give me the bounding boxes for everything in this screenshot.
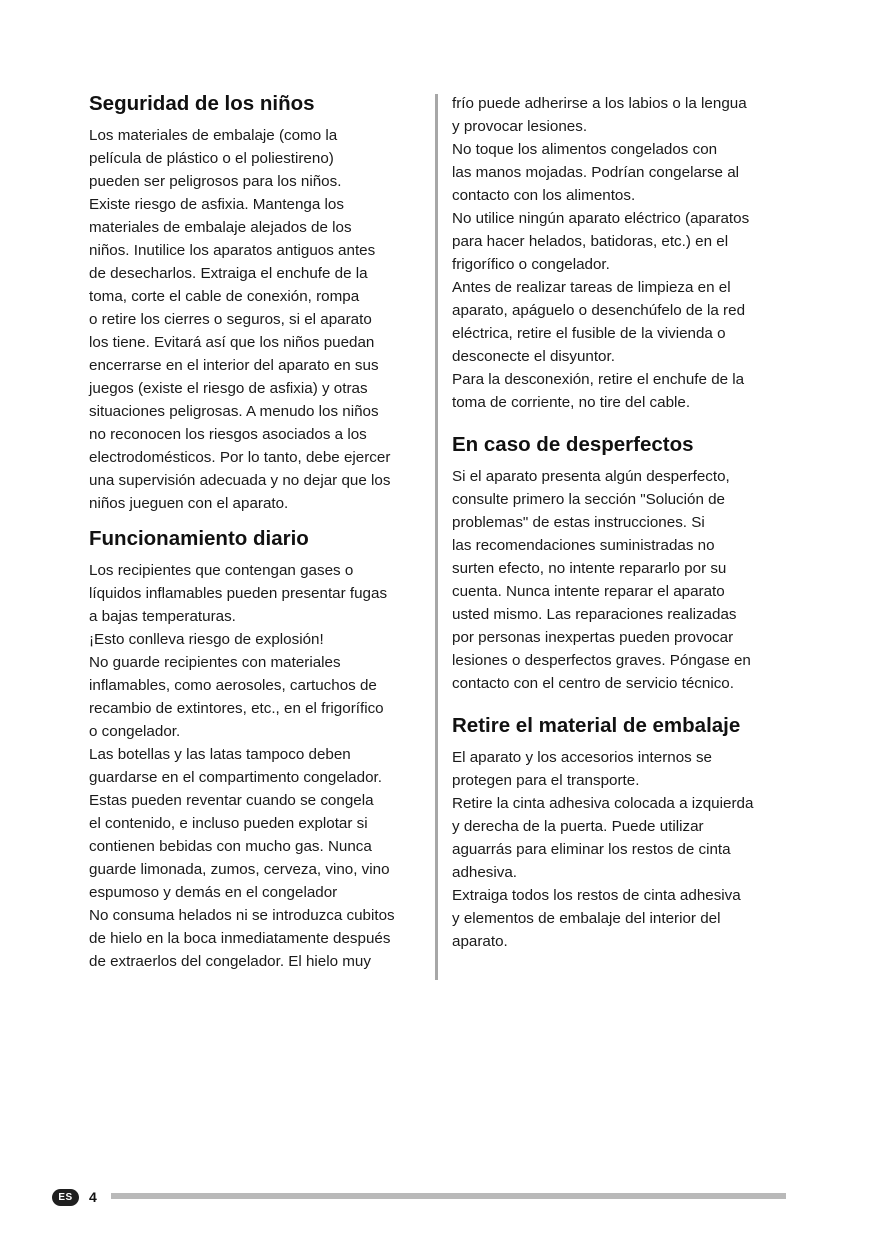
column-divider [435,94,438,980]
text-line: situaciones peligrosas. A menudo los niños [89,403,379,420]
text-line: las recomendaciones suministradas no [452,537,715,554]
text-line: o congelador. [89,723,181,740]
text-line: problemas" de estas instrucciones. Si [452,514,705,531]
text-line: Existe riesgo de asfixia. Mantenga los [89,196,344,213]
text-line: Antes de realizar tareas de limpieza en el [452,279,731,296]
text-line: toma, corte el cable de conexión, rompa [89,288,360,305]
text-line: frío puede adherirse a los labios o la lengua [452,95,747,112]
section-title: En caso de desperfectos [452,433,694,456]
section-daily-use-continued [452,92,792,414]
text-line: las manos mojadas. Podrían congelarse al [452,164,740,181]
text-line: ¡Esto conlleva riesgo de explosión! [89,631,324,648]
text-line: Si el aparato presenta algún desperfecto, [452,468,730,485]
text-line: por personas inexpertas pueden provocar [452,629,734,646]
text-line: de extraerlos del congelador. El hielo muy [89,953,371,970]
section-remove-packaging [452,712,792,953]
section-body [452,465,792,695]
text-line: Los materiales de embalaje (como la [89,127,338,144]
text-line: frigorífico o congelador. [452,256,610,273]
text-line: adhesiva. [452,864,518,881]
text-line: guarde limonada, zumos, cerveza, vino, vino [89,861,390,878]
section-body [89,124,429,515]
text-line: materiales de embalaje alejados de los [89,219,352,236]
text-line: una supervisión adecuada y no dejar que los [89,472,391,489]
text-line: lesiones o desperfectos graves. Póngase en [452,652,751,669]
footer-rule [111,1193,786,1199]
text-line: aparato, apáguelo o desenchúfelo de la red [452,302,746,319]
text-line: Estas pueden reventar cuando se congela [89,792,374,809]
text-line: toma de corriente, no tire del cable. [452,394,691,411]
text-line: contacto con los alimentos. [452,187,636,204]
text-line: no reconocen los riesgos asociados a los [89,426,367,443]
text-line: de hielo en la boca inmediatamente después [89,930,391,947]
section-body [89,559,429,973]
text-line: líquidos inflamables pueden presentar fugas [89,585,388,602]
text-line: niños jueguen con el aparato. [89,495,289,512]
text-line: electrodomésticos. Por lo tanto, debe ejercer [89,449,391,466]
text-line: contienen bebidas con mucho gas. Nunca [89,838,372,855]
text-line: encerrarse en el interior del aparato en sus [89,357,379,374]
section-title: Funcionamiento diario [89,527,309,550]
text-line: eléctrica, retire el fusible de la vivienda o [452,325,726,342]
text-line: y elementos de embalaje del interior del [452,910,721,927]
text-line: los tiene. Evitará así que los niños puedan [89,334,375,351]
text-line: surten efecto, no intente repararlo por su [452,560,727,577]
text-line: aguarrás para eliminar los restos de cinta [452,841,731,858]
language-badge: ES [52,1189,79,1206]
text-line: y provocar lesiones. [452,118,588,135]
text-line: recambio de extintores, etc., en el frigorífico [89,700,384,717]
right-column [452,92,792,970]
text-line: El aparato y los accesorios internos se [452,749,713,766]
text-line: niños. Inutilice los aparatos antiguos antes [89,242,376,259]
text-line: película de plástico o el poliestireno) [89,150,334,167]
section-child-safety [89,90,429,515]
text-line: espumoso y demás en el congelador [89,884,338,901]
text-line: contacto con el centro de servicio técnico. [452,675,734,692]
text-line: y derecha de la puerta. Puede utilizar [452,818,704,835]
text-line: usted mismo. Las reparaciones realizadas [452,606,737,623]
text-line: No guarde recipientes con materiales [89,654,341,671]
text-line: a bajas temperaturas. [89,608,236,625]
text-line: Las botellas y las latas tampoco deben [89,746,351,763]
text-line: juegos (existe el riesgo de asfixia) y otras [89,380,368,397]
text-line: desconecte el disyuntor. [452,348,615,365]
text-line: No toque los alimentos congelados con [452,141,718,158]
text-line: cuenta. Nunca intente reparar el aparato [452,583,725,600]
text-line: Para la desconexión, retire el enchufe de la [452,371,745,388]
text-line: Extraiga todos los restos de cinta adhesiva [452,887,741,904]
section-title: Retire el material de embalaje [452,714,741,737]
text-line: guardarse en el compartimento congelador. [89,769,382,786]
text-line: Los recipientes que contengan gases o [89,562,354,579]
section-body [452,92,792,414]
page-number: 4 [89,1189,97,1205]
section-title: Seguridad de los niños [89,92,315,115]
text-line: No utilice ningún aparato eléctrico (aparatos [452,210,750,227]
left-column [89,90,429,983]
text-line: para hacer helados, batidoras, etc.) en el [452,233,729,250]
section-body [452,746,792,953]
text-line: consulte primero la sección "Solución de [452,491,726,508]
text-line: el contenido, e incluso pueden explotar si [89,815,368,832]
section-damage [452,431,792,695]
text-line: aparato. [452,933,508,950]
text-line: protegen para el transporte. [452,772,640,789]
section-daily-use [89,525,429,973]
text-line: Retire la cinta adhesiva colocada a izquierda [452,795,754,812]
text-line: No consuma helados ni se introduzca cubitos [89,907,395,924]
text-line: de desecharlos. Extraiga el enchufe de la [89,265,368,282]
text-line: pueden ser peligrosos para los niños. [89,173,342,190]
text-line: o retire los cierres o seguros, si el aparato [89,311,372,328]
text-line: inflamables, como aerosoles, cartuchos de [89,677,377,694]
